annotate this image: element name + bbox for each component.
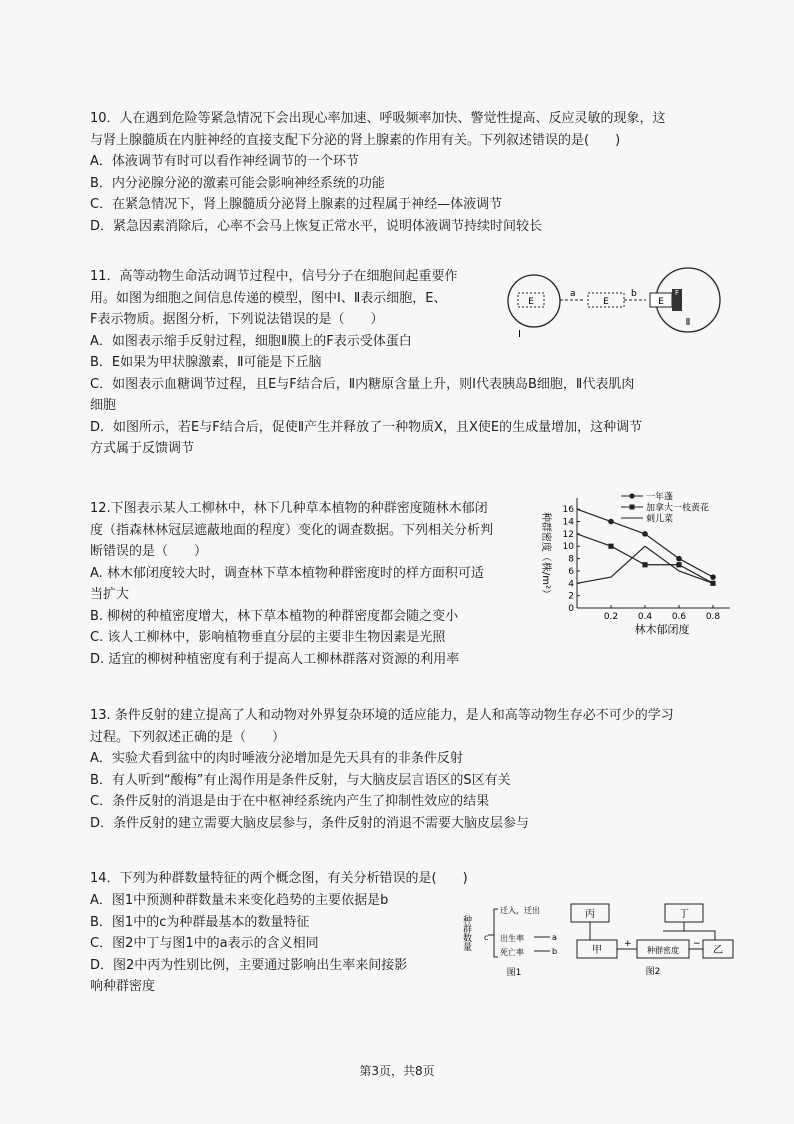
q13-option-a: A．实验犬看到盆中的肉时唾液分泌增加是先天具有的非条件反射 bbox=[90, 751, 463, 766]
q13-option-c: C．条件反射的消退是由于在中枢神经系统内产生了抑制性效应的结果 bbox=[90, 794, 490, 809]
question-13 bbox=[90, 705, 730, 834]
fig1-birth: 出生率 bbox=[500, 934, 524, 943]
q11-stem-line2: 用。如图为细胞之间信息传递的模型，图中Ⅰ、Ⅱ表示细胞，E、 bbox=[90, 290, 447, 306]
x-tick-label: 0.8 bbox=[705, 612, 721, 622]
q11-option-a: A．如图表示缩手反射过程，细胞Ⅱ膜上的F表示受体蛋白 bbox=[90, 333, 412, 349]
question-10 bbox=[90, 108, 730, 237]
x-tick-label: 0.4 bbox=[637, 612, 653, 622]
q12-option-a-line2: 当扩大 bbox=[90, 587, 130, 602]
y-axis-label: 种群密度（株/m²） bbox=[540, 511, 551, 600]
series-point-2 bbox=[676, 562, 681, 567]
q10-option-a: A．体液调节有时可以看作神经调节的一个环节 bbox=[90, 154, 359, 169]
cell-1 bbox=[508, 275, 560, 327]
legend-label-1: 一年蓬 bbox=[646, 492, 674, 503]
chart-legend bbox=[621, 491, 709, 525]
fig1-b: b bbox=[552, 947, 558, 956]
fig2-density: 种群密度 bbox=[647, 946, 679, 955]
legend-marker-1 bbox=[629, 493, 634, 498]
q14-option-b: B．图1中的c为种群最基本的数量特征 bbox=[90, 914, 310, 930]
q14-figure-2 bbox=[565, 898, 740, 978]
legend-label-3: 刺儿菜 bbox=[646, 514, 674, 525]
y-tick-label: 12 bbox=[562, 529, 574, 540]
q13-stem-line2: 过程。下列叙述正确的是（ ） bbox=[90, 729, 286, 745]
q14-option-d-line2: 响种群密度 bbox=[90, 979, 156, 994]
q11-option-b: B．E如果为甲状腺激素，Ⅱ可能是下丘脑 bbox=[90, 355, 322, 370]
y-tick-label: 2 bbox=[568, 591, 574, 602]
question-14 bbox=[90, 868, 730, 890]
q10-stem-line2: 与肾上腺髓质在内脏神经的直接支配下分泌的肾上腺素的作用有关。下列叙述错误的是( ) bbox=[90, 132, 621, 148]
q12-stem-line2: 度（指森林林冠层遮蔽地面的程度）变化的调查数据。下列相关分析判 bbox=[90, 522, 494, 538]
q12-option-d: D. 适宜的柳树种植密度有利于提高人工柳林群落对资源的利用率 bbox=[90, 651, 460, 667]
q14-stem: 14．下列为种群数量特征的两个概念图，有关分析错误的是( ) bbox=[90, 871, 468, 886]
legend-marker-2 bbox=[630, 505, 635, 510]
series-point-2 bbox=[608, 544, 613, 549]
receptor-F-label: F bbox=[674, 289, 680, 297]
q10-option-c: C．在紧急情况下，肾上腺髓质分泌肾上腺素的过程属于神经—体液调节 bbox=[90, 197, 503, 212]
q12-option-b: B. 柳树的种植密度增大，林下草本植物的种群密度都会随之变小 bbox=[90, 608, 459, 624]
y-tick-label: 6 bbox=[568, 566, 574, 577]
fig2-yi: 乙 bbox=[713, 945, 723, 956]
q11-option-d-line2: 方式属于反馈调节 bbox=[90, 441, 195, 456]
y-tick-label: 8 bbox=[568, 554, 574, 565]
x-tick-label: 0.6 bbox=[671, 612, 687, 622]
fig2-jia: 甲 bbox=[592, 945, 602, 956]
series-point-1 bbox=[676, 556, 682, 562]
q11-option-c-line1: C．如图表示血糖调节过程，且E与F结合后，Ⅱ内糖原含量上升，则Ⅰ代表胰岛B细胞，Ⅱ代表肌肉 bbox=[90, 376, 635, 392]
y-tick-label: 14 bbox=[562, 517, 574, 528]
series-point-1 bbox=[608, 519, 614, 525]
q13-option-b: B．有人听到“酸梅”有止渴作用是条件反射，与大脑皮层言语区的S区有关 bbox=[90, 772, 511, 788]
q11-option-c-line2: 细胞 bbox=[90, 398, 117, 413]
fig2-plus: + bbox=[624, 939, 632, 949]
q11-stem-line1: 11．高等动物生命活动调节过程中，信号分子在细胞间起重要作 bbox=[90, 269, 458, 284]
series-point-1 bbox=[710, 574, 716, 580]
fig2-caption: 图2 bbox=[645, 967, 661, 977]
mid-E-label: E bbox=[603, 297, 609, 307]
question-12 bbox=[90, 498, 530, 670]
y-tick-label: 10 bbox=[562, 542, 574, 553]
q14-option-c: C．图2中丁与图1中的a表示的含义相同 bbox=[90, 936, 319, 951]
x-axis-label: 林木郁闭度 bbox=[634, 623, 690, 636]
fig2-ding: 丁 bbox=[679, 909, 689, 920]
cell-2-label: Ⅱ bbox=[685, 317, 691, 328]
fig1-side-label: 种群数量 bbox=[461, 915, 471, 951]
q10-option-b: B．内分泌腺分泌的激素可能会影响神经系统的功能 bbox=[90, 175, 385, 191]
q11-stem-line3: F表示物质。据图分析，下列说法错误的是（ ） bbox=[90, 312, 384, 327]
fig1-caption: 图1 bbox=[506, 968, 522, 978]
q12-option-a-line1: A. 林木郁闭度较大时，调查林下草本植物种群密度时的样方面积可适 bbox=[90, 565, 484, 581]
fig2-arrow-ding bbox=[684, 922, 715, 940]
question-14-options bbox=[90, 890, 455, 998]
y-tick-label: 4 bbox=[568, 579, 574, 590]
q14-option-a: A．图1中预测种群数量未来变化趋势的主要依据是b bbox=[90, 893, 389, 908]
series-point-2 bbox=[642, 562, 647, 567]
cell-2-E-label: E bbox=[658, 297, 664, 307]
series-point-1 bbox=[642, 531, 648, 537]
legend-label-2: 加拿大一枝黄花 bbox=[646, 503, 710, 514]
fig2-minus: − bbox=[693, 939, 701, 949]
q10-stem-line1: 10．人在遇到危险等紧急情况下会出现心率加速、呼吸频率加快、警觉性提高、反应灵敏的现象，这 bbox=[90, 111, 666, 126]
page-footer: 第3页，共8页 bbox=[359, 1064, 435, 1078]
x-tick-label: 0.2 bbox=[603, 612, 619, 622]
q14-option-d-line1: D．图2中丙为性别比例，主要通过影响出生率来间接影 bbox=[90, 957, 408, 973]
fig1-death: 死亡率 bbox=[500, 948, 524, 957]
q12-option-c: C. 该人工柳林中，影响植物垂直分层的主要非生物因素是光照 bbox=[90, 630, 446, 645]
q11-signal-diagram bbox=[500, 265, 725, 340]
fig1-a: a bbox=[552, 933, 557, 942]
q12-stem-line3: 断错误的是（ ） bbox=[90, 544, 208, 559]
fig1-bracket bbox=[494, 909, 498, 957]
arrow-a-label: a bbox=[570, 289, 576, 299]
cell-1-label: Ⅰ bbox=[518, 329, 521, 340]
cell-1-E-label: E bbox=[528, 297, 534, 307]
q12-stem-line1: 12.下图表示某人工柳林中，林下几种草本植物的种群密度随林木郁闭 bbox=[90, 501, 488, 516]
q13-option-d: D．条件反射的建立需要大脑皮层参与，条件反射的消退不需要大脑皮层参与 bbox=[90, 815, 530, 831]
fig2-bing: 丙 bbox=[585, 909, 595, 920]
fig1-c-label: c bbox=[484, 933, 489, 942]
y-tick-label: 16 bbox=[562, 505, 574, 516]
q10-option-d: D．紧急因素消除后，心率不会马上恢复正常水平，说明体液调节持续时间较长 bbox=[90, 218, 543, 234]
q11-option-d-line1: D．如图所示，若E与F结合后，促使Ⅱ产生并释放了一种物质X，且X使E的生成量增加，这种调节 bbox=[90, 419, 643, 435]
arrow-b-label: b bbox=[631, 289, 637, 299]
q14-figure-1 bbox=[458, 895, 570, 983]
q13-stem-line1: 13. 条件反射的建立提高了人和动物对外界复杂环境的适应能力，是人和高等动物生存必不可少的学习 bbox=[90, 708, 674, 723]
fig1-migration: 迁入，迁出 bbox=[500, 906, 540, 915]
q12-density-chart bbox=[535, 488, 740, 638]
y-tick-label: 0 bbox=[568, 604, 574, 614]
